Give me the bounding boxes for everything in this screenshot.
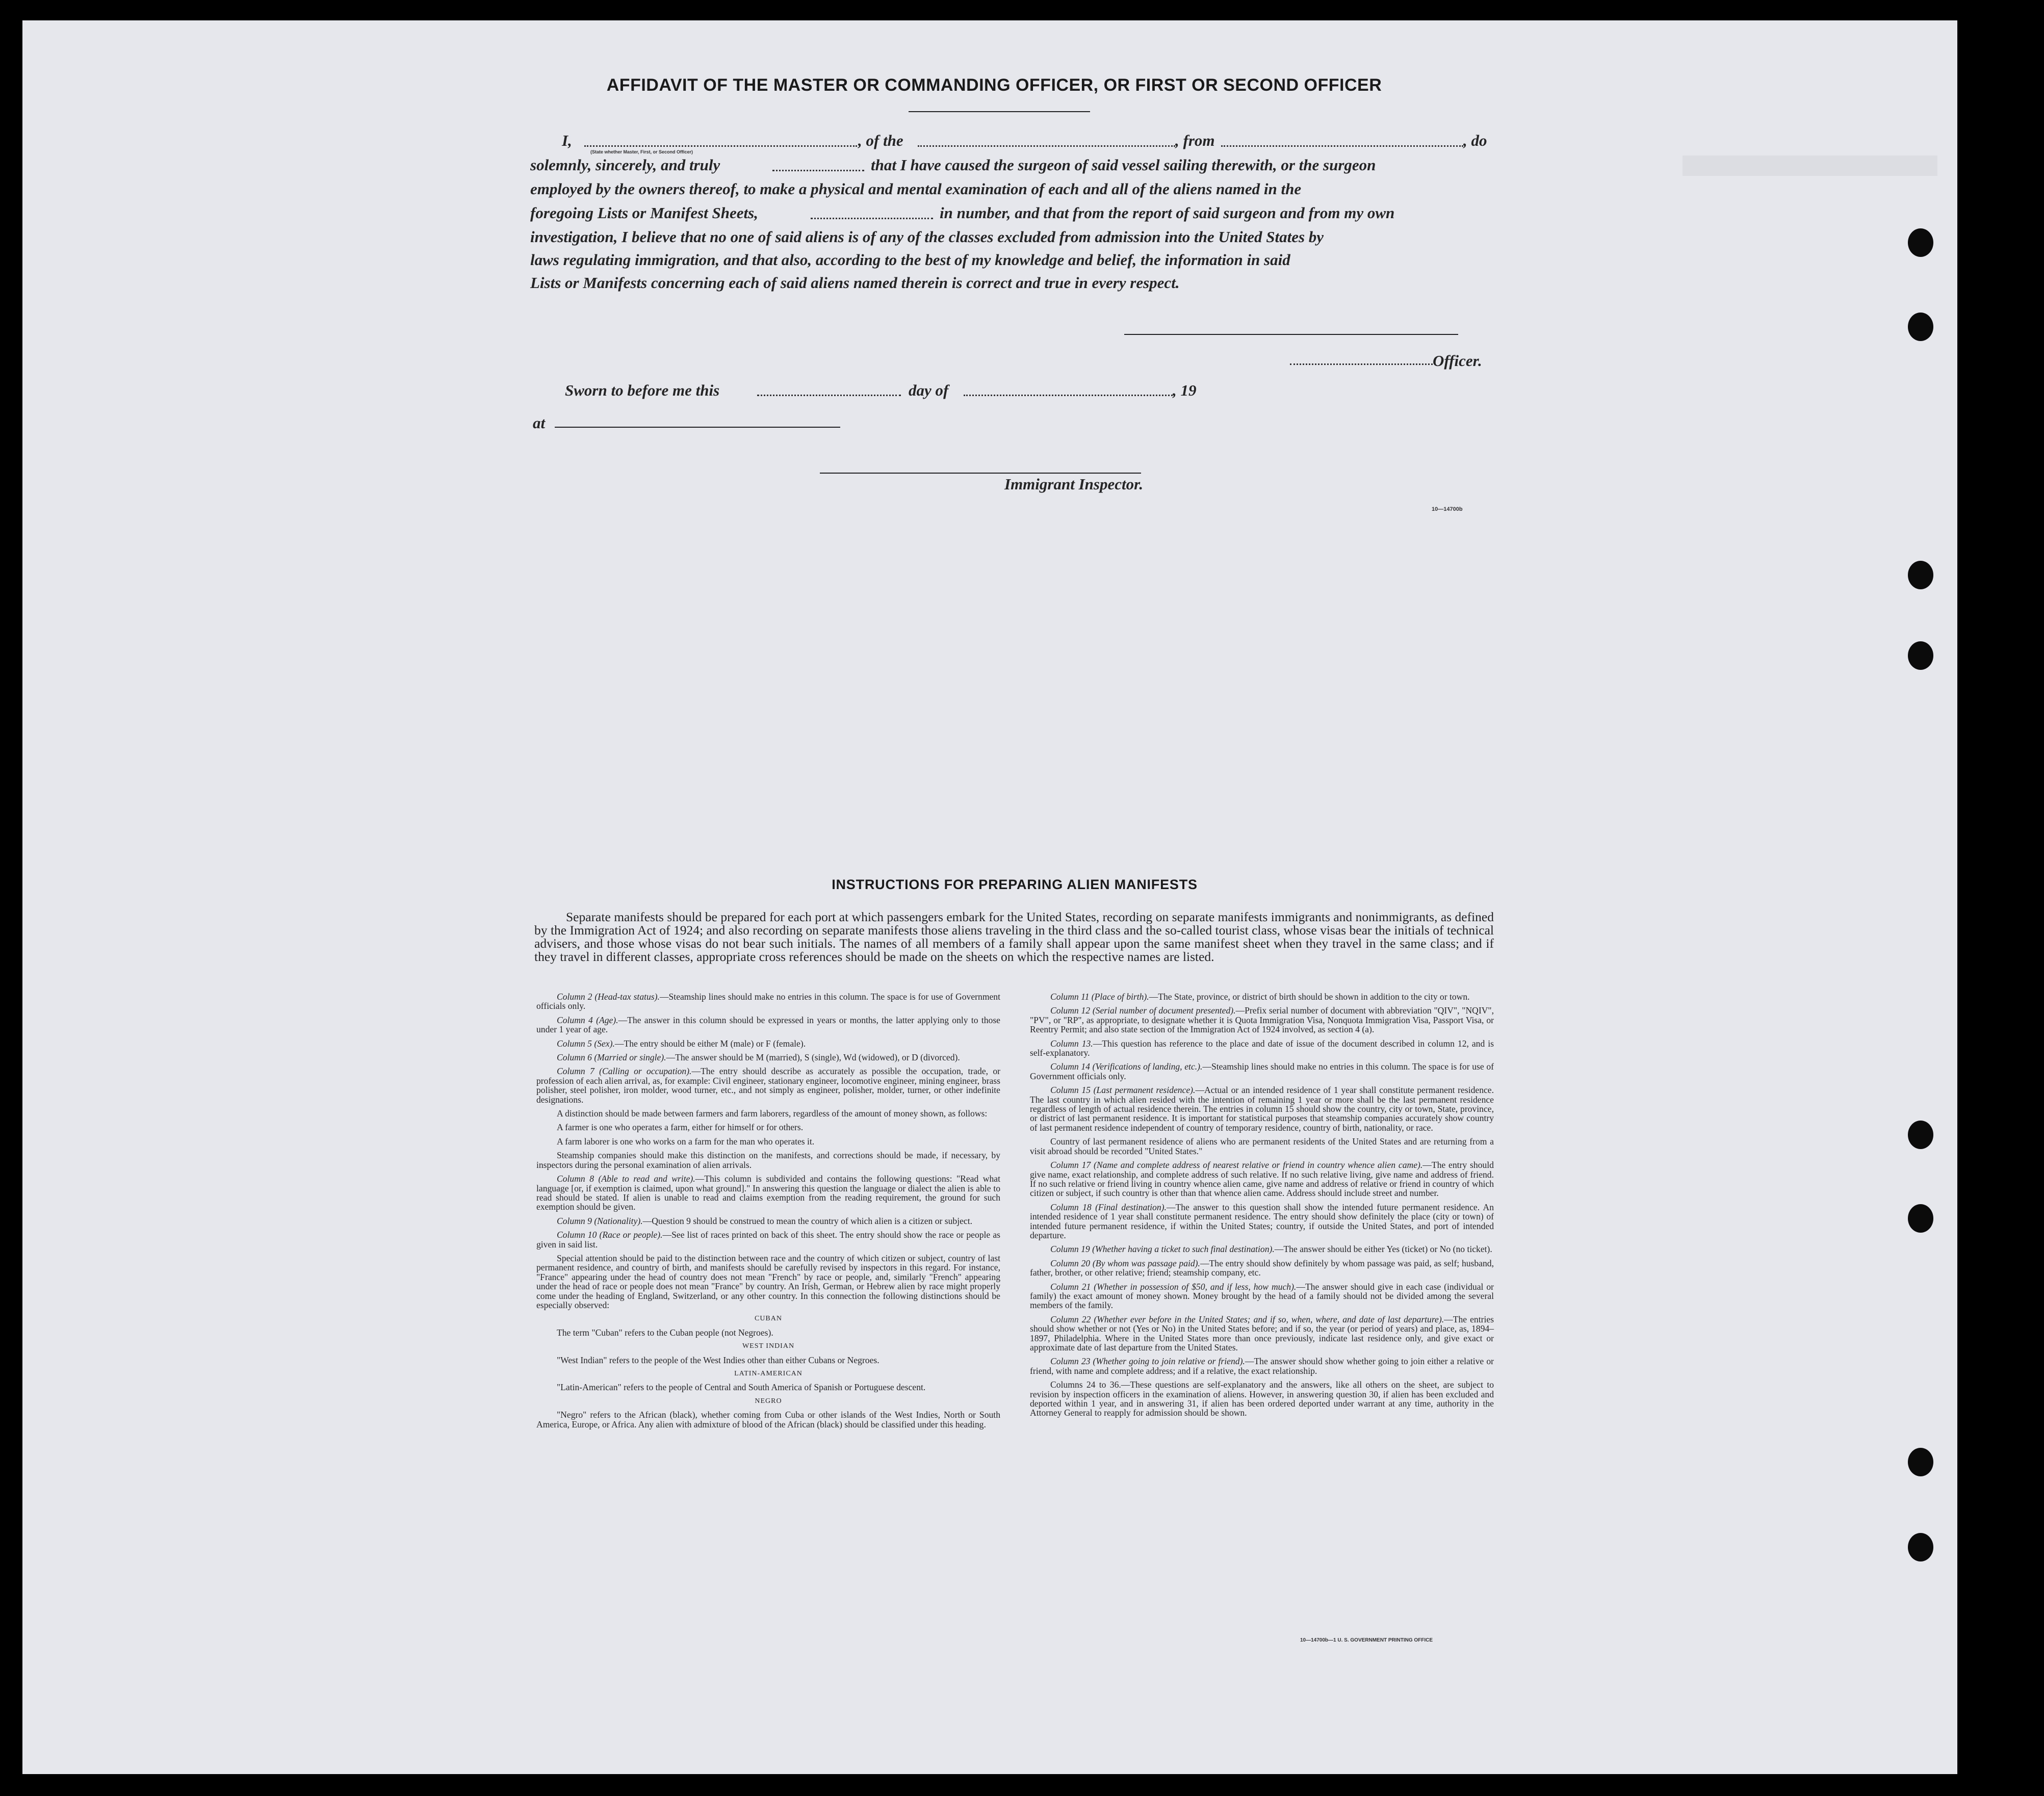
instruction-heading: Column 23 (Whether going to join relative or friend). — [1050, 1356, 1245, 1367]
instruction-text: —The answer should give in each case (individual or family) the exact amount of money shown. Money brought by the head of a family should not be divided among the several members of the family. — [1030, 1281, 1494, 1311]
instruction-text: Steamship companies should make this distinction on the manifests, and corrections should be made, if necessary, by inspectors during the personal examination of alien arrivals. — [536, 1150, 1000, 1170]
instruction-heading: Column 22 (Whether ever before in the United States; and if so, when, where, and date of last departure). — [1050, 1314, 1444, 1324]
instruction-paragraph — [1030, 1259, 1494, 1278]
cuban-heading: CUBAN — [754, 1315, 782, 1323]
instruction-text: Country of last permanent residence of aliens who are permanent residents of the United States and are returning from a visit abroad should be recorded "United States." — [1030, 1136, 1494, 1156]
affidavit-from: , from — [1175, 132, 1215, 149]
instruction-paragraph — [536, 1066, 1000, 1104]
officer-signature-line[interactable] — [1124, 334, 1458, 335]
vessel-name-blank[interactable] — [918, 145, 1175, 147]
instruction-text: —Steamship lines should make no entries in this column. The space is for use of Government officials only. — [1030, 1061, 1494, 1081]
officer-rank-blank[interactable] — [584, 145, 857, 147]
instruction-heading: Column 9 (Nationality). — [557, 1215, 643, 1226]
instruction-paragraph — [536, 1151, 1000, 1169]
instruction-paragraph — [1030, 1357, 1494, 1375]
instruction-text: —The entry should be either M (male) or F (female). — [614, 1038, 806, 1049]
instruction-paragraph — [536, 1109, 1000, 1118]
instruction-text: —The entry should give name, exact relationship, and complete address of such relative. If no such relative living, give name and address of friend. If no such relative or friend living in country whence alien came, give name and address of relative or friend in country of which citizen or subject, if such country is other than that whence alien came. Address should include street and number. — [1030, 1160, 1494, 1199]
instruction-text: —The answer in this column should be expressed in years or months, the latter applying only to those under 1 year of age. — [536, 1014, 1000, 1035]
instruction-paragraph — [536, 1137, 1000, 1146]
instruction-text: —The entry should show definitely by whom passage was paid, as self; husband, father, brother, or other relative; friend; steamship company, etc. — [1030, 1258, 1494, 1278]
instruction-text: A farm laborer is one who works on a farm for the man who operates it. — [557, 1136, 815, 1147]
day-of-label: day of — [909, 381, 949, 399]
affidavit-line-7: Lists or Manifests concerning each of said aliens named therein is correct and true in every respect. — [530, 274, 1180, 292]
affidavit-line-6: laws regulating immigration, and that also, according to the best of my knowledge and belief, the information in said — [530, 251, 1290, 269]
affidavit-of-the: , of the — [858, 132, 903, 149]
inspector-signature-line[interactable] — [820, 473, 1141, 474]
instruction-text: —Steamship lines should make no entries in this column. The space is for use of Government officials only. — [536, 992, 1000, 1011]
punch-hole — [1908, 1121, 1933, 1149]
punch-hole — [1908, 228, 1933, 257]
affidavit-line-4b: in number, and that from the report of said surgeon and from my own — [940, 204, 1395, 222]
officer-title-blank[interactable] — [1290, 363, 1433, 365]
punch-hole — [1908, 313, 1933, 341]
instruction-heading: Column 12 (Serial number of document presented). — [1050, 1005, 1236, 1016]
instruction-text: —The answer should show whether going to join either a relative or friend, with name and complete address; and if a relative, the exact relationship. — [1030, 1356, 1494, 1376]
instruction-heading: Column 10 (Race or people). — [557, 1230, 663, 1240]
instruction-paragraph — [1030, 1244, 1494, 1254]
instruction-heading: Column 2 (Head-tax status). — [557, 992, 660, 1002]
instruction-heading: Column 8 (Able to read and write). — [557, 1174, 695, 1184]
sheet-count-blank[interactable] — [811, 218, 933, 219]
sworn-month-blank[interactable] — [964, 395, 1173, 396]
instruction-paragraph — [1030, 1282, 1494, 1310]
affidavit-line-5: investigation, I believe that no one of said aliens is of any of the classes excluded from admission into the United States by — [530, 228, 1324, 246]
instruction-paragraph — [1030, 1137, 1494, 1156]
instruction-heading: Column 15 (Last permanent residence). — [1050, 1085, 1196, 1096]
instructions-right-column — [1030, 992, 1494, 1422]
instruction-paragraph — [536, 1039, 1000, 1048]
instruction-text: —Question 9 should be construed to mean the country of which alien is a citizen or subject. — [642, 1215, 973, 1226]
instruction-text: —Prefix serial number of document with abbreviation "QIV", "NQIV", "PV", or "RP", as appropriate, to designate whether it is Quota Immigration Visa, Nonquota Immigration Visa, Passport Visa, or Reentry Permit; and also state section of the Immigration Act of 1924 involved, as section 4 (a). — [1030, 1005, 1494, 1035]
officer-label: Officer. — [1433, 352, 1482, 370]
instruction-paragraph — [1030, 1062, 1494, 1081]
instruction-paragraph — [1030, 1315, 1494, 1352]
sworn-label: Sworn to before me this — [565, 381, 720, 399]
instruction-heading: Column 21 (Whether in possession of $50, and if less, how much). — [1050, 1281, 1297, 1292]
port-from-blank[interactable] — [1221, 145, 1463, 147]
title-underline — [909, 111, 1090, 112]
instruction-paragraph — [1030, 1380, 1494, 1418]
instruction-heading: Column 18 (Final destination). — [1050, 1202, 1167, 1212]
instruction-text: —The answer to this question shall show the intended future permanent residence. An intended residence of 1 year shall constitute permanent residence. The entry should show definitely the place (city or town) of intended future permanent residence, if within the United States; country, if outside the United States, and port of intended departure. — [1030, 1202, 1494, 1240]
cuban-definition: The term "Cuban" refers to the Cuban people (not Negroes). — [557, 1327, 773, 1338]
instruction-paragraph — [536, 1254, 1000, 1310]
instruction-text: —This question has reference to the place and date of issue of the document described in column 12, and is self-explanatory. — [1030, 1038, 1494, 1058]
bleed-through-mark — [1683, 155, 1937, 176]
instruction-text: —See list of races printed on back of this sheet. The entry should show the race or people as given in said list. — [536, 1230, 1000, 1250]
instruction-heading: Column 19 (Whether having a ticket to such final destination). — [1050, 1244, 1275, 1255]
instruction-text: Special attention should be paid to the distinction between race and the country of which citizen or subject, country of last permanent residence, and country of birth, and manifests should be carefully revised by inspectors in this regard. For instance, "France" appearing under the head of country does not mean "French" by race or people, and, similarly "French" appearing under the head of race or people does not mean "France" by country. An Irish, German, or Hebrew alien by race might properly come under the heading of England, Switzerland, or any other country. In this connection the following distinctions should be especially observed: — [536, 1253, 1000, 1310]
instruction-paragraph — [536, 1174, 1000, 1212]
instruction-paragraph — [536, 1230, 1000, 1249]
punch-hole — [1908, 1448, 1933, 1476]
instruction-paragraph — [536, 1016, 1000, 1034]
west-indian-definition: "West Indian" refers to the people of the West Indies other than either Cubans or Negroes. — [557, 1355, 879, 1365]
punch-hole — [1908, 1204, 1933, 1233]
affidavit-title: AFFIDAVIT OF THE MASTER OR COMMANDING OFFICER, OR FIRST OR SECOND OFFICER — [606, 75, 1382, 95]
instruction-paragraph — [536, 1053, 1000, 1062]
instruction-text: A distinction should be made between farmers and farm laborers, regardless of the amount of money shown, as follows: — [557, 1108, 988, 1119]
instruction-heading: Column 7 (Calling or occupation). — [557, 1066, 692, 1077]
bleed-through-text — [1519, 107, 1537, 154]
affidavit-line-2a: solemnly, sincerely, and truly — [530, 156, 720, 174]
instruction-heading: Column 4 (Age). — [557, 1014, 618, 1025]
year-label: , 19 — [1173, 381, 1197, 399]
oath-blank[interactable] — [772, 170, 864, 171]
officer-rank-note: (State whether Master, First, or Second Officer) — [590, 149, 693, 154]
at-label: at — [533, 414, 546, 432]
instruction-heading: Column 14 (Verifications of landing, etc.). — [1050, 1061, 1203, 1072]
latin-american-heading: LATIN-AMERICAN — [734, 1370, 803, 1377]
printing-office-footer: 10—14700b—1 U. S. GOVERNMENT PRINTING OFFICE — [1300, 1637, 1433, 1643]
instruction-paragraph — [1030, 1203, 1494, 1240]
sworn-place-line[interactable] — [555, 427, 840, 428]
instruction-heading: Column 20 (By whom was passage paid). — [1050, 1258, 1200, 1268]
instruction-heading: Column 17 (Name and complete address of nearest relative or friend in country whence alien came). — [1050, 1160, 1423, 1170]
instruction-heading: Column 5 (Sex). — [557, 1038, 615, 1049]
negro-definition: "Negro" refers to the African (black), whether coming from Cuba or other islands of the West Indies, North or South America, Europe, or Africa. Any alien with admixture of blood of the African (black) should be classified under this heading. — [536, 1410, 1000, 1429]
sworn-day-blank[interactable] — [757, 395, 901, 396]
instruction-paragraph — [1030, 992, 1494, 1001]
west-indian-heading: WEST INDIAN — [742, 1342, 795, 1350]
instruction-text: —The entries should show whether or not (Yes or No) in the United States before; and if so, the year (or period of years) and place, as, 1894–1897, Philadelphia. Where in the United States more than once previously, indicate last residence only, and give exact or approximate date of last departure from the United States. — [1030, 1314, 1494, 1352]
instructions-title: INSTRUCTIONS FOR PREPARING ALIEN MANIFESTS — [832, 877, 1198, 892]
instruction-text: —The entry should describe as accurately as possible the occupation, trade, or profession of each alien arrival, as, for example: Civil engineer, stationary engineer, locomotive engineer, mining engineer, brass polisher, steel polisher, iron molder, wood turner, etc., and not simply as engineer, polisher, molder, turner, or other indefinite designations. — [536, 1066, 1000, 1105]
affidavit-do: , do — [1463, 132, 1487, 149]
instruction-paragraph — [536, 1216, 1000, 1226]
instruction-paragraph — [1030, 1085, 1494, 1132]
instruction-heading: Column 11 (Place of birth). — [1050, 992, 1149, 1002]
instruction-paragraph — [536, 1123, 1000, 1132]
instruction-paragraph — [1030, 1006, 1494, 1034]
instructions-intro: Separate manifests should be prepared for each port at which passengers embark for the United States, recording on separate manifests immigrants and nonimmigrants, as defined by the Immigration Act of 1924; and also recording on separate manifests those aliens traveling in the third class and the so-called tourist class, whose visas bear the initials of technical advisers, and those whose visas do not bear such initials. The names of all members of a family shall appear upon the same manifest sheet when they travel in the same class; and if they travel in different classes, appropriate cross references should be made on the sheets on which the respective names are listed. — [534, 909, 1494, 964]
affidavit-line-3: employed by the owners thereof, to make a physical and mental examination of each and all of the aliens named in the — [530, 180, 1302, 198]
instruction-text: —Actual or an intended residence of 1 year shall constitute permanent residence. The last country in which alien resided with the intention of remaining 1 year or more shall be the last permanent residence regardless of length of actual residence therein. The entries in column 15 should show the country, city or town, State, province, or district of last permanent residence. It is important for statistical purposes that steamship companies accurately show country of last permanent residence independent of country of temporary residence, country of birth, nationality, or race. — [1030, 1085, 1494, 1133]
instruction-text: —The answer should be either Yes (ticket) or No (no ticket). — [1274, 1244, 1492, 1255]
punch-hole — [1908, 641, 1933, 670]
affidavit-i: I, — [562, 132, 572, 149]
punch-hole — [1908, 561, 1933, 589]
instruction-text: Columns 24 to 36.—These questions are self-explanatory and the answers, like all others on the sheet, are subject to revision by inspection officers in the examination of aliens. However, in answering question 30, if alien has been excluded and deported within 1 year, and in answering 31, if alien has been ordered deported under warrant at any time, authority in the Attorney General to reapply for admission should be shown. — [1030, 1379, 1494, 1418]
affidavit-line-4a: foregoing Lists or Manifest Sheets, — [530, 204, 758, 222]
instruction-paragraph — [1030, 1039, 1494, 1058]
instruction-paragraph — [1030, 1160, 1494, 1198]
affidavit-form-number: 10—14700b — [1432, 506, 1463, 512]
instructions-left-column — [536, 992, 1000, 1434]
instruction-heading: Column 6 (Married or single). — [557, 1052, 666, 1063]
punch-hole — [1908, 1533, 1933, 1561]
inspector-label: Immigrant Inspector. — [1004, 475, 1144, 493]
instruction-paragraph — [536, 992, 1000, 1011]
affidavit-line-2b: that I have caused the surgeon of said vessel sailing therewith, or the surgeon — [871, 156, 1376, 174]
instruction-heading: Column 13. — [1050, 1038, 1093, 1049]
latin-american-definition: "Latin-American" refers to the people of Central and South America of Spanish or Portuguese descent. — [557, 1382, 926, 1393]
negro-heading: NEGRO — [755, 1397, 782, 1405]
instruction-text: —The State, province, or district of birth should be shown in addition to the city or town. — [1149, 992, 1470, 1002]
instruction-text: —This column is subdivided and contains the following questions: "Read what language [or, if exemption is claimed, upon what ground]." In answering this question the language or dialect the alien is able to read should be stated. If alien is unable to read and claims exemption from the reading requirement, the ground for such exemption should be given. — [536, 1174, 1000, 1212]
instruction-text: A farmer is one who operates a farm, either for himself or for others. — [557, 1122, 804, 1133]
instruction-text: —The answer should be M (married), S (single), Wd (widowed), or D (divorced). — [666, 1052, 960, 1063]
